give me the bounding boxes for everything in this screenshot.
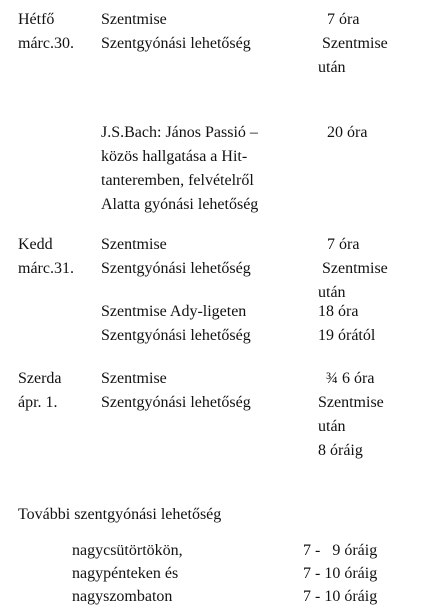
monday-mass: Szentmise: [101, 11, 167, 28]
further-item-day: nagycsütörtökön,: [72, 542, 183, 559]
monday-mass-time: 7 óra: [327, 11, 360, 28]
tuesday-mass: Szentmise: [101, 236, 167, 253]
tuesday-confession: Szentgyónási lehetőség: [101, 260, 251, 277]
monday-date: márc.30.: [18, 35, 74, 52]
wednesday-day: Szerda: [18, 370, 62, 387]
further-item-day: nagyszombaton: [72, 588, 173, 605]
tuesday-ady-time: 18 óra: [318, 303, 359, 320]
monday-bach-line-2: közös hallgatása a Hit-: [101, 148, 248, 165]
further-item-time: 7 - 10 óráig: [303, 565, 378, 582]
monday-day: Hétfő: [18, 11, 55, 28]
monday-bach-time: 20 óra: [327, 124, 368, 141]
tuesday-date: márc.31.: [18, 260, 74, 277]
wednesday-mass-time: ¾ 6 óra: [326, 370, 375, 387]
wednesday-confession-time-1: Szentmise: [318, 394, 384, 411]
wednesday-confession-time-3: 8 óráig: [318, 442, 363, 459]
monday-bach-line-1: J.S.Bach: János Passió –: [101, 124, 258, 141]
monday-bach-line-4: Alatta gyónási lehetőség: [101, 196, 259, 213]
monday-confession-time-1: Szentmise: [322, 35, 388, 52]
monday-confession-time-2: után: [318, 59, 346, 76]
further-item-time: 7 - 10 óráig: [303, 588, 378, 605]
tuesday-day: Kedd: [18, 236, 53, 253]
tuesday-mass-time: 7 óra: [327, 236, 360, 253]
further-item-time: 7 - 9 óráig: [303, 542, 378, 559]
monday-confession: Szentgyónási lehetőség: [101, 35, 251, 52]
tuesday-confession-time-2: után: [318, 284, 346, 301]
wednesday-confession: Szentgyónási lehetőség: [101, 394, 251, 411]
wednesday-date: ápr. 1.: [18, 394, 58, 411]
further-heading: További szentgyónási lehetőség: [18, 506, 222, 523]
further-item-day: nagypénteken és: [72, 565, 179, 582]
tuesday-confession-2: Szentgyónási lehetőség: [101, 327, 251, 344]
tuesday-confession-time-1: Szentmise: [322, 260, 388, 277]
wednesday-mass: Szentmise: [101, 370, 167, 387]
monday-bach-line-3: tanteremben, felvételről: [101, 172, 254, 189]
wednesday-confession-time-2: után: [318, 418, 346, 435]
tuesday-ady-mass: Szentmise Ady-ligeten: [101, 303, 247, 320]
tuesday-confession-2-time: 19 órától: [318, 327, 376, 344]
